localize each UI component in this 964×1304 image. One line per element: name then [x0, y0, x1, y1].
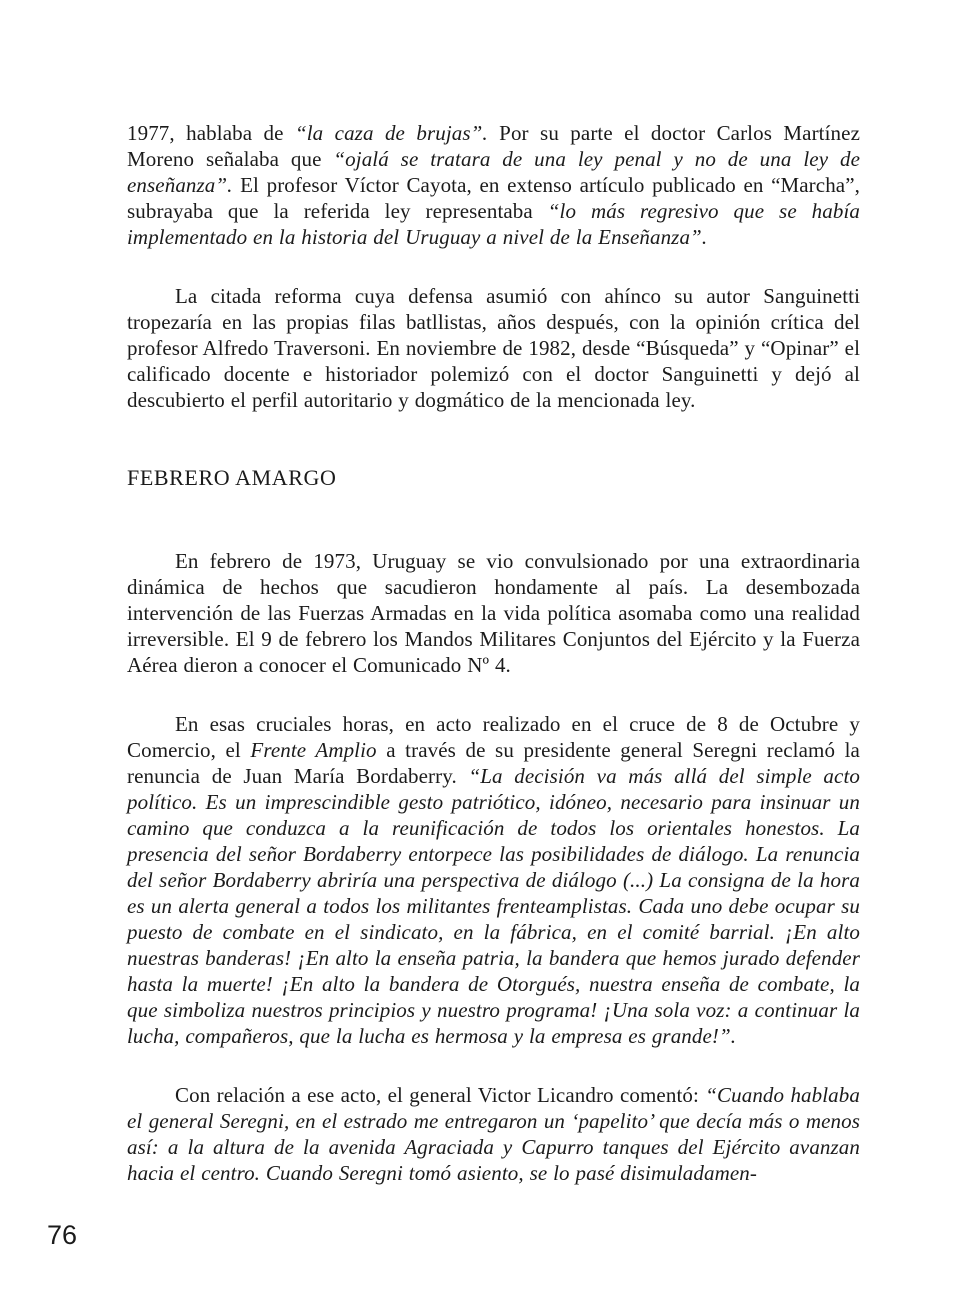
section-heading: FEBRERO AMARGO — [127, 465, 337, 490]
italic-quote-text: “ojalá se tratara de una ley penal y no de una ley de enseñanza”. — [127, 147, 860, 197]
body-text: En febrero de 1973, Uruguay se vio convulsionado por una extraordinaria dinámica de hechos que sacudieron hondamente al país. La desembozada intervención de las Fuerzas Armadas en la vida política asomaba como una realidad irreversible. El 9 de febrero los Mandos Militares Conjuntos del Ejército y la Fuerza Aérea dieron a conocer el Comunicado Nº 4. — [127, 549, 860, 677]
italic-quote-text: “La decisión va más allá del simple acto político. Es un imprescindible gesto patriótico, idóneo, necesario para insinuar un camino que conduzca a la reunificación de todos los orientales honestos. La presencia del señor Bordaberry entorpece las posibilidades de diálogo. La renuncia del señor Bordaberry abriría una perspectiva de diálogo (...) La consigna de la hora es un alerta general a todos los militantes frenteamplistas. Cada uno debe ocupar su puesto de combate en el sindicato, en la fábrica, en el comité barrial. ¡En alto nuestras banderas! ¡En alto la enseña patria, la bandera que hemos jurado defender hasta la muerte! ¡En alto la bandera de Otorgués, nuestra enseña de combate, la que simboliza nuestros principios y nuestro programa! ¡Una sola voz: a continuar la lucha, compañeros, que la lucha es hermosa y la empresa es grande!”. — [127, 764, 860, 1048]
paragraph — [127, 711, 860, 1049]
body-text: a través de su presidente general Seregni reclamó la renuncia de Juan María Bordaberry. — [127, 738, 860, 788]
paragraph — [127, 1082, 860, 1186]
body-text: El profesor Víctor Cayota, en extenso artículo publicado en “Marcha”, subrayaba que la referida ley representaba — [127, 173, 860, 223]
paragraph — [127, 548, 860, 678]
page-number: 76 — [47, 1220, 78, 1250]
body-text: 1977, hablaba de — [127, 121, 295, 145]
text-column — [127, 120, 860, 1219]
italic-quote-text: “Cuando hablaba el general Seregni, en el estrado me entregaron un ‘papelito’ que decía más o menos así: a la altura de la avenida Agraciada y Capurro tanques del Ejército avanzan hacia el centro. Cuando Seregni tomó asiento, se lo pasé disimuladamen- — [127, 1083, 860, 1185]
body-text: La citada reforma cuya defensa asumió con ahínco su autor Sanguinetti tropezaría en las propias filas batllistas, años después, con la opinión crítica del profesor Alfredo Traversoni. En noviembre de 1982, desde “Búsqueda” y “Opinar” el calificado docente e historiador polemizó con el doctor Sanguinetti y dejó al descubierto el perfil autoritario y dogmático de la mencionada ley. — [127, 284, 860, 412]
paragraph — [127, 283, 860, 413]
italic-quote-text: Frente Amplio — [250, 738, 377, 762]
body-text: En esas cruciales horas, en acto realizado en el cruce de 8 de Octubre y Comercio, el — [127, 712, 860, 762]
italic-quote-text: “la caza de brujas”. — [294, 121, 488, 145]
body-text: Con relación a ese acto, el general Victor Licandro comentó: — [175, 1083, 706, 1107]
paragraph — [127, 120, 860, 250]
body-text: Por su parte el doctor Carlos Martínez Moreno señalaba que — [127, 121, 860, 171]
italic-quote-text: “lo más regresivo que se había implementado en la historia del Uruguay a nivel de la Enseñanza”. — [127, 199, 860, 249]
